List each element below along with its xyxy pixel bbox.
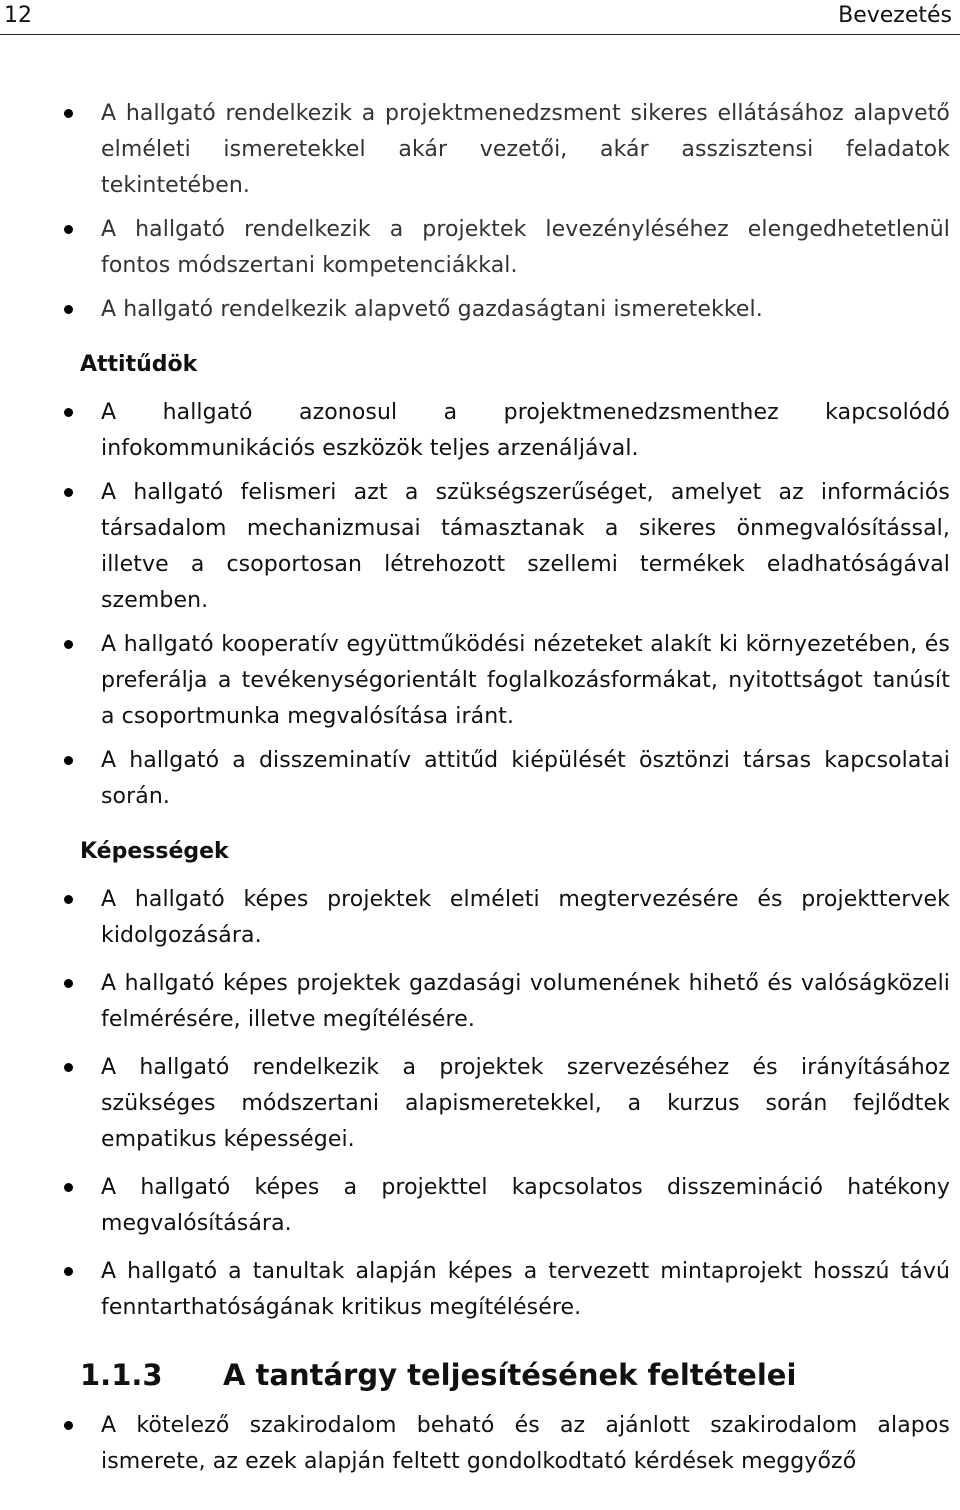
bullet-icon bbox=[64, 225, 73, 234]
bullet-icon bbox=[64, 895, 73, 904]
skills-heading: Képességek bbox=[80, 839, 229, 864]
list-item: A hallgató a tanultak alapján képes a tervezett mintaprojekt hosszú távú fenntarthatóságának kritikus megítélésére. bbox=[0, 1254, 960, 1326]
list-item: A kötelező szakirodalom beható és az ajánlott szakirodalom alapos ismerete, az ezek alapján feltett gondolkodtató kérdések meggyőző bbox=[0, 1408, 960, 1480]
chapter-title: Bevezetés bbox=[838, 3, 952, 28]
bullet-icon bbox=[64, 408, 73, 417]
attitudes-heading: Attitűdök bbox=[80, 352, 198, 377]
page-number: 12 bbox=[4, 3, 32, 28]
list-item: A hallgató kooperatív együttműködési nézeteket alakít ki környezetében, és preferálja a tevékenységorientált foglalkozásformákat, nyitottságot tanúsít a csoportmunka megvalósítása iránt. bbox=[0, 627, 960, 735]
bullet-icon bbox=[64, 640, 73, 649]
bullet-icon bbox=[64, 1183, 73, 1192]
section-title: A tantárgy teljesítésének feltételei bbox=[223, 1358, 797, 1392]
knowledge-list bbox=[0, 96, 960, 328]
attitudes-list bbox=[0, 395, 960, 815]
list-item: A hallgató képes projektek elméleti megtervezésére és projekttervek kidolgozására. bbox=[0, 882, 960, 954]
list-item: A hallgató a disszeminatív attitűd kiépülését ösztönzi társas kapcsolatai során. bbox=[0, 743, 960, 815]
requirements-list bbox=[0, 1408, 960, 1480]
page-header bbox=[0, 0, 960, 35]
list-item: A hallgató képes a projekttel kapcsolatos disszemináció hatékony megvalósítására. bbox=[0, 1170, 960, 1242]
bullet-icon bbox=[64, 1267, 73, 1276]
bullet-icon bbox=[64, 305, 73, 314]
bullet-icon bbox=[64, 979, 73, 988]
bullet-icon bbox=[64, 756, 73, 765]
list-item: A hallgató felismeri azt a szükségszerűséget, amelyet az információs társadalom mechanizmusai támasztanak a sikeres önmegvalósítással, illetve a csoportosan létrehozott szellemi termékek eladhatóságával szemben. bbox=[0, 475, 960, 619]
list-item: A hallgató rendelkezik a projektek szervezéséhez és irányításához szükséges módszertani alapismeretekkel, a kurzus során fejlődtek empatikus képességei. bbox=[0, 1050, 960, 1158]
bullet-icon bbox=[64, 1063, 73, 1072]
section-heading bbox=[80, 1358, 960, 1392]
section-number: 1.1.3 bbox=[80, 1358, 163, 1392]
skills-list bbox=[0, 882, 960, 1326]
list-item: A hallgató azonosul a projektmenedzsmenthez kapcsolódó infokommunikációs eszközök teljes arzenáljával. bbox=[0, 395, 960, 467]
bullet-icon bbox=[64, 1421, 73, 1430]
page-body bbox=[0, 96, 960, 1480]
list-item: A hallgató képes projektek gazdasági volumenének hihető és valóságközeli felmérésére, illetve megítélésére. bbox=[0, 966, 960, 1038]
bullet-icon bbox=[64, 488, 73, 497]
list-item: A hallgató rendelkezik a projektek levezényléséhez elengedhetetlenül fontos módszertani kompetenciákkal. bbox=[0, 212, 960, 284]
bullet-icon bbox=[64, 109, 73, 118]
list-item: A hallgató rendelkezik a projektmenedzsment sikeres ellátásához alapvető elméleti ismeretekkel akár vezetői, akár asszisztensi feladatok tekintetében. bbox=[0, 96, 960, 204]
list-item: A hallgató rendelkezik alapvető gazdaságtani ismeretekkel. bbox=[0, 292, 960, 328]
